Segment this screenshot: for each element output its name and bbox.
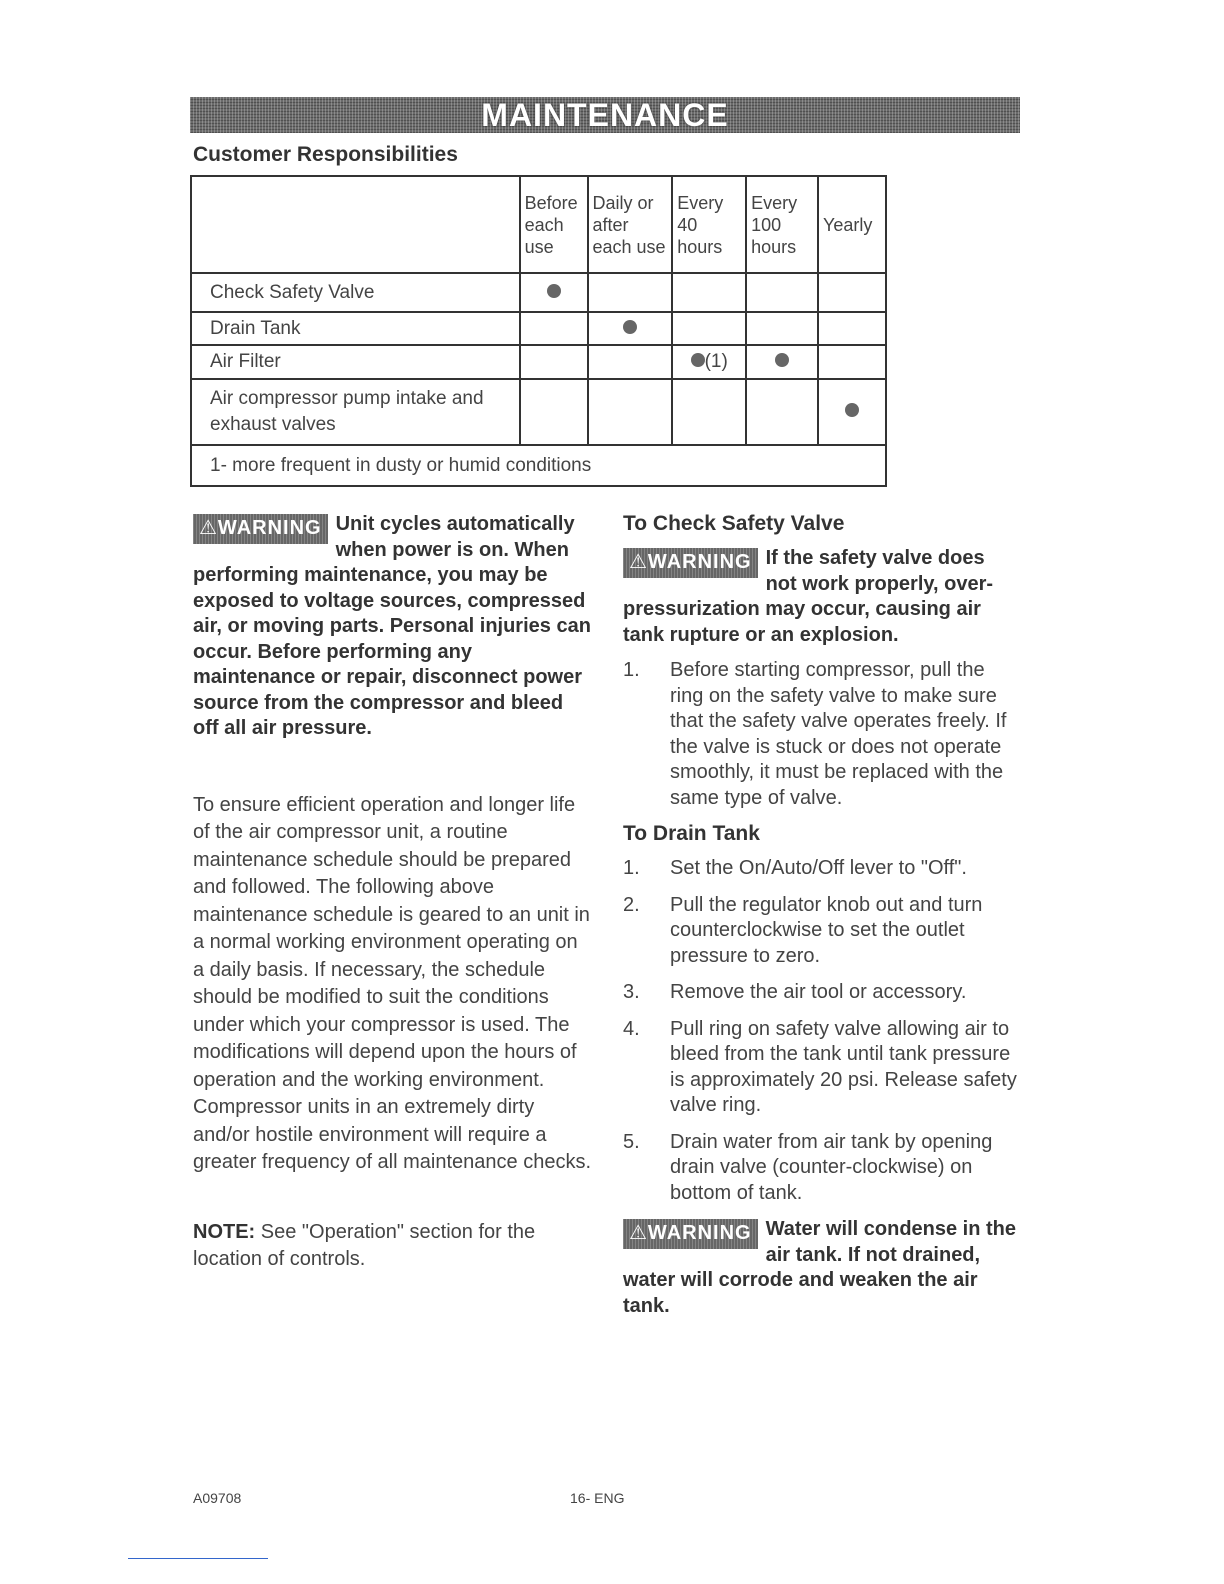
warning-condense [623, 1217, 1018, 1319]
empty-cell [588, 273, 673, 312]
dot-icon [623, 320, 637, 334]
empty-cell [746, 312, 818, 345]
list-item: 5. Drain water from air tank by opening drain valve (counter-clockwise) on bottom of tank. [623, 1130, 993, 1204]
empty-cell [588, 379, 673, 445]
left-column [193, 512, 593, 1274]
warning2-lead: Water will condense in the air tank. If [765, 1218, 1017, 1266]
footnote-ref: (1) [704, 351, 728, 372]
warning2-rest: not drained, water will corrode and weaken the air tank. [623, 1243, 981, 1317]
empty-cell [818, 345, 886, 379]
warning1-lead: If the safety valve does not work [765, 547, 985, 595]
footnote-row [191, 445, 886, 486]
header-yearly: Yearly [818, 176, 886, 273]
empty-cell [818, 312, 886, 345]
empty-cell [672, 273, 746, 312]
warning-cycles-lead: Unit cycles automatically when [335, 513, 575, 561]
dot-icon [691, 353, 705, 367]
schedule-mark [520, 273, 588, 312]
list-item: 1. Set the On/Auto/Off lever to "Off". [623, 857, 967, 879]
warning1-rest: properly, over-pressurization may occur, causing air tank rupture or an explosion. [623, 572, 994, 646]
header-every-100-hours: Every 100 hours [746, 176, 818, 273]
dot-icon [547, 284, 561, 298]
row-label: Drain Tank [191, 312, 520, 345]
list-item: 3. Remove the air tool or accessory. [623, 981, 967, 1003]
row-label: Check Safety Valve [191, 273, 520, 312]
empty-cell [746, 379, 818, 445]
empty-cell [746, 273, 818, 312]
right-column [623, 512, 1018, 1319]
check-safety-valve-title: To Check Safety Valve [623, 512, 845, 535]
empty-cell [520, 312, 588, 345]
warning-badge [623, 548, 758, 578]
schedule-mark [818, 379, 886, 445]
table-row [191, 379, 886, 445]
maintenance-schedule-table [190, 175, 887, 487]
check-steps [623, 658, 1018, 811]
bottom-rule [128, 1558, 268, 1559]
banner-title: MAINTENANCE [481, 96, 729, 133]
drain-steps [623, 856, 1018, 1206]
note-label: NOTE: [193, 1220, 256, 1243]
maintenance-paragraph: To ensure efficient operation and longer life of the air compressor unit, a routine maintenance schedule should be prepared and followed. The following above maintenance schedule is geared to an unit in a normal working environment operating on a daily basis. If necessary, the schedule should be modified to suit the conditions under which your compressor is used. The modifications will depend upon the hours of operation and the working environment. Compressor units in an extremely dirty and/or hostile environment will require a greater frequency of all maintenance checks. [193, 793, 591, 1173]
document-code: A09708 [193, 1490, 242, 1506]
drain-tank-title: To Drain Tank [623, 822, 760, 845]
empty-cell [672, 312, 746, 345]
dot-icon [775, 353, 789, 367]
warning-safety-valve [623, 546, 1018, 648]
empty-cell [520, 345, 588, 379]
note [193, 1219, 593, 1274]
warning-label: ⚠WARNING [623, 1219, 758, 1249]
page-number: 16- ENG [570, 1490, 625, 1506]
header-every-40-hours: Every 40 hours [672, 176, 746, 273]
list-item: 2. Pull the regulator knob out and turn counterclockwise to set the outlet pressure to zero. [623, 893, 983, 967]
warning-label: ⚠WARNING [193, 514, 328, 544]
section-title: Customer Responsibilities [193, 143, 458, 166]
header-blank [191, 176, 520, 273]
warning-cycles-rest: power is on. When performing maintenance, you may be exposed to voltage sources, compressed air, or moving parts. Personal injuries can occur. Before performing any maintenance or repair, disconnect power source from the compressor and bleed off all air pressure. [193, 538, 591, 739]
table-row [191, 345, 886, 379]
row-label: Air compressor pump intake and exhaust valves [191, 379, 520, 445]
note-text: See "Operation" section for the location of controls. [193, 1220, 536, 1270]
maintenance-banner [190, 97, 1020, 133]
table-footnote: 1- more frequent in dusty or humid conditions [191, 445, 886, 486]
list-item: 1. Before starting compressor, pull the ring on the safety valve to make sure that the safety valve operates freely. If the valve is stuck or does not operate smoothly, it must be replaced with the same type of valve. [623, 659, 1007, 809]
empty-cell [818, 273, 886, 312]
warning-cycles [193, 512, 593, 742]
row-label: Air Filter [191, 345, 520, 379]
table-header-row [191, 176, 886, 273]
schedule-mark [588, 312, 673, 345]
empty-cell [588, 345, 673, 379]
header-before-each-use: Before each use [520, 176, 588, 273]
list-item: 4. Pull ring on safety valve allowing air to bleed from the tank until tank pressure is approximately 20 psi. Release safety valve ring. [623, 1017, 1017, 1116]
warning-label: ⚠WARNING [623, 548, 758, 578]
dot-icon [845, 403, 859, 417]
table-row [191, 312, 886, 345]
table-row [191, 273, 886, 312]
header-daily: Daily or after each use [588, 176, 673, 273]
schedule-mark [672, 345, 746, 379]
empty-cell [672, 379, 746, 445]
empty-cell [520, 379, 588, 445]
schedule-mark [746, 345, 818, 379]
warning-badge [623, 1219, 758, 1249]
warning-badge [193, 514, 328, 544]
